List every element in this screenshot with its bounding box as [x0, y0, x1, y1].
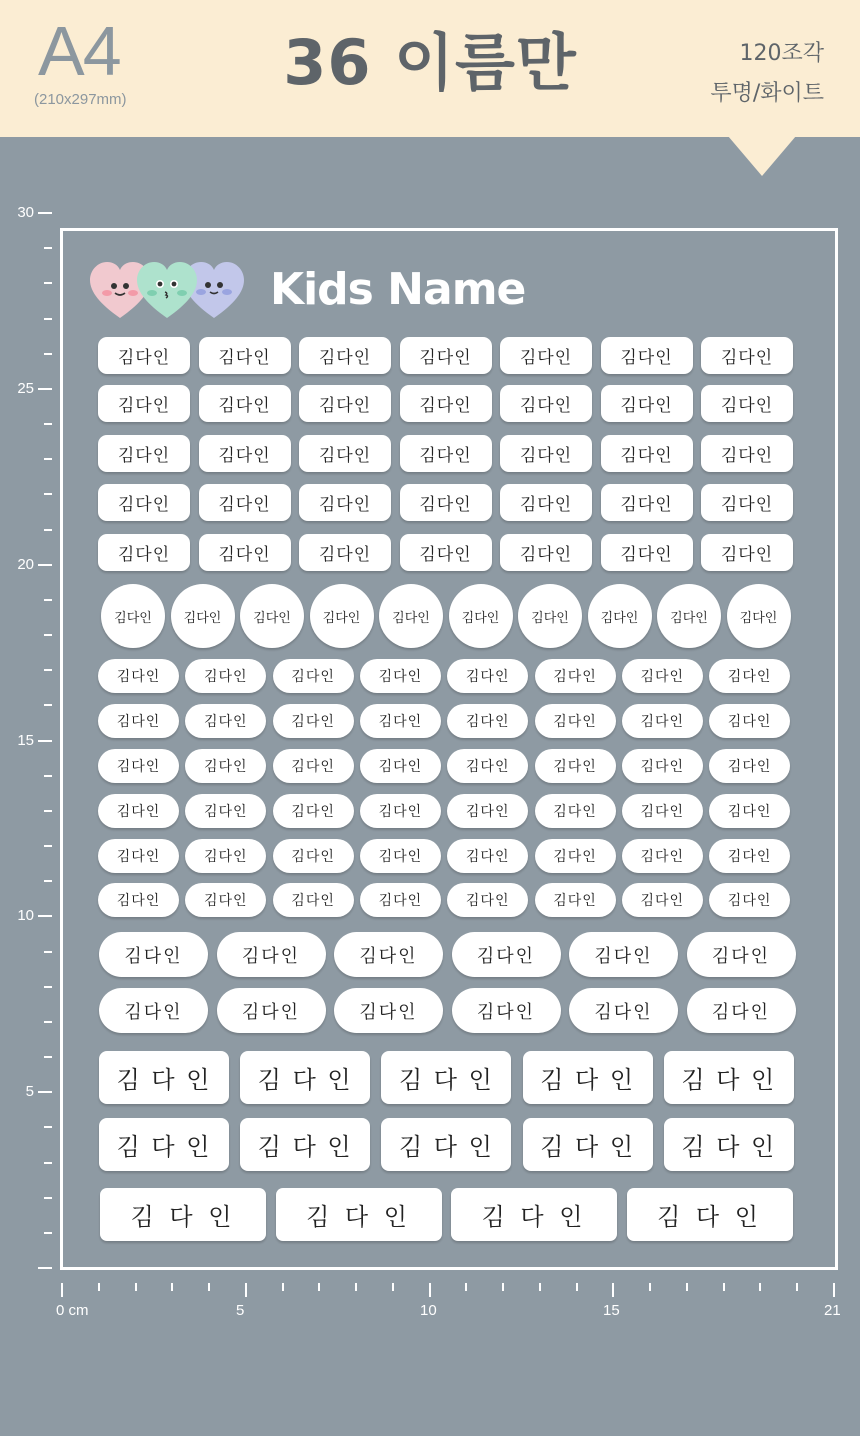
ruler-label-y: 5: [25, 1083, 34, 1100]
name-sticker-pill: 김다인: [360, 659, 441, 693]
name-sticker-small: 김다인: [98, 534, 190, 571]
name-sticker-pill: 김다인: [622, 883, 703, 917]
ruler-label-x: 0 cm: [56, 1302, 89, 1319]
ruler-tick: [723, 1283, 725, 1291]
ruler-tick: [429, 1283, 431, 1297]
name-sticker-round: 김다인: [310, 584, 374, 648]
heart-faces-logo: [90, 262, 250, 322]
name-sticker-oval: 김다인: [687, 932, 796, 977]
name-sticker-round: 김다인: [727, 584, 791, 648]
name-sticker-pill: 김다인: [622, 704, 703, 738]
name-sticker-pill: 김다인: [185, 659, 266, 693]
ruler-tick: [135, 1283, 137, 1291]
paper-size: A4: [38, 12, 120, 90]
ruler-tick: [44, 810, 52, 812]
name-sticker-large: 김 다 인: [99, 1051, 229, 1104]
ruler-tick: [44, 951, 52, 953]
name-sticker-round: 김다인: [101, 584, 165, 648]
ruler-tick: [44, 1126, 52, 1128]
ruler-tick: [44, 458, 52, 460]
name-sticker-round: 김다인: [379, 584, 443, 648]
name-sticker-small: 김다인: [701, 337, 793, 374]
name-sticker-pill: 김다인: [98, 839, 179, 873]
name-sticker-pill: 김다인: [535, 659, 616, 693]
name-sticker-pill: 김다인: [535, 839, 616, 873]
name-sticker-pill: 김다인: [709, 749, 790, 783]
ruler-tick: [44, 634, 52, 636]
name-sticker-small: 김다인: [98, 385, 190, 422]
name-sticker-small: 김다인: [400, 534, 492, 571]
name-sticker-small: 김다인: [199, 435, 291, 472]
name-sticker-large: 김 다 인: [99, 1118, 229, 1171]
ruler-tick: [318, 1283, 320, 1291]
name-sticker-pill: 김다인: [360, 704, 441, 738]
name-sticker-small: 김다인: [500, 484, 592, 521]
ruler-tick: [355, 1283, 357, 1291]
name-sticker-pill: 김다인: [98, 794, 179, 828]
ruler-tick: [44, 599, 52, 601]
ruler-tick: [245, 1283, 247, 1297]
name-sticker-pill: 김다인: [447, 794, 528, 828]
ruler-tick: [44, 1056, 52, 1058]
name-sticker-pill: 김다인: [360, 883, 441, 917]
name-sticker-pill: 김다인: [360, 749, 441, 783]
name-sticker-pill: 김다인: [360, 794, 441, 828]
ruler-tick: [44, 775, 52, 777]
name-sticker-large: 김 다 인: [240, 1118, 370, 1171]
product-title: 36 이름만: [283, 26, 577, 99]
name-sticker-small: 김다인: [701, 385, 793, 422]
name-sticker-small: 김다인: [400, 385, 492, 422]
piece-count: 120조각: [739, 41, 824, 66]
name-sticker-pill: 김다인: [98, 883, 179, 917]
name-sticker-large: 김 다 인: [664, 1051, 794, 1104]
ruler-tick: [282, 1283, 284, 1291]
name-sticker-wide: 김 다 인: [276, 1188, 442, 1241]
ruler-tick: [38, 915, 52, 917]
name-sticker-pill: 김다인: [273, 749, 354, 783]
name-sticker-pill: 김다인: [185, 883, 266, 917]
name-sticker-pill: 김다인: [185, 839, 266, 873]
name-sticker-pill: 김다인: [98, 749, 179, 783]
name-sticker-small: 김다인: [299, 534, 391, 571]
name-sticker-oval: 김다인: [452, 932, 561, 977]
ruler-tick: [649, 1283, 651, 1291]
name-sticker-round: 김다인: [449, 584, 513, 648]
name-sticker-oval: 김다인: [569, 988, 678, 1033]
ruler-tick: [612, 1283, 614, 1297]
ruler-tick: [44, 529, 52, 531]
name-sticker-round: 김다인: [657, 584, 721, 648]
name-sticker-pill: 김다인: [709, 794, 790, 828]
name-sticker-pill: 김다인: [98, 659, 179, 693]
ruler-tick: [44, 247, 52, 249]
name-sticker-small: 김다인: [701, 484, 793, 521]
ruler-tick: [44, 1197, 52, 1199]
name-sticker-pill: 김다인: [447, 659, 528, 693]
name-sticker-large: 김 다 인: [381, 1051, 511, 1104]
name-sticker-pill: 김다인: [98, 704, 179, 738]
name-sticker-small: 김다인: [299, 484, 391, 521]
ruler-tick: [38, 212, 52, 214]
name-sticker-small: 김다인: [299, 435, 391, 472]
name-sticker-small: 김다인: [400, 435, 492, 472]
name-sticker-small: 김다인: [701, 534, 793, 571]
name-sticker-pill: 김다인: [622, 749, 703, 783]
ruler-label-y: 25: [17, 380, 34, 397]
name-sticker-pill: 김다인: [273, 839, 354, 873]
name-sticker-pill: 김다인: [447, 704, 528, 738]
name-sticker-wide: 김 다 인: [451, 1188, 617, 1241]
name-sticker-round: 김다인: [588, 584, 652, 648]
name-sticker-pill: 김다인: [709, 659, 790, 693]
name-sticker-small: 김다인: [601, 435, 693, 472]
name-sticker-oval: 김다인: [217, 932, 326, 977]
name-sticker-pill: 김다인: [447, 883, 528, 917]
ruler-label-x: 15: [603, 1302, 620, 1319]
ruler-tick: [44, 423, 52, 425]
name-sticker-pill: 김다인: [709, 839, 790, 873]
name-sticker-pill: 김다인: [709, 883, 790, 917]
name-sticker-pill: 김다인: [360, 839, 441, 873]
paper-dimensions: (210x297mm): [34, 91, 127, 108]
ruler-tick: [539, 1283, 541, 1291]
name-sticker-wide: 김 다 인: [100, 1188, 266, 1241]
ruler-label-x: 5: [236, 1302, 245, 1319]
ruler-tick: [44, 880, 52, 882]
name-sticker-pill: 김다인: [185, 794, 266, 828]
name-sticker-oval: 김다인: [334, 988, 443, 1033]
name-sticker-pill: 김다인: [709, 704, 790, 738]
name-sticker-small: 김다인: [98, 435, 190, 472]
name-sticker-small: 김다인: [500, 337, 592, 374]
name-sticker-small: 김다인: [199, 385, 291, 422]
ruler-label-y: 15: [17, 732, 34, 749]
ruler-tick: [38, 564, 52, 566]
ruler-label-y: 10: [17, 907, 34, 924]
name-sticker-small: 김다인: [601, 484, 693, 521]
name-sticker-pill: 김다인: [622, 839, 703, 873]
name-sticker-small: 김다인: [199, 337, 291, 374]
name-sticker-pill: 김다인: [622, 794, 703, 828]
name-sticker-round: 김다인: [240, 584, 304, 648]
ruler-tick: [833, 1283, 835, 1297]
ruler-label-y: 30: [17, 204, 34, 221]
name-sticker-small: 김다인: [601, 534, 693, 571]
ruler-label-x: 21: [824, 1302, 841, 1319]
name-sticker-pill: 김다인: [447, 839, 528, 873]
ruler-tick: [392, 1283, 394, 1291]
name-sticker-small: 김다인: [701, 435, 793, 472]
name-sticker-pill: 김다인: [273, 883, 354, 917]
header-banner: [0, 0, 860, 137]
ruler-tick: [796, 1283, 798, 1291]
name-sticker-wide: 김 다 인: [627, 1188, 793, 1241]
name-sticker-pill: 김다인: [535, 794, 616, 828]
ruler-tick: [44, 845, 52, 847]
name-sticker-pill: 김다인: [273, 704, 354, 738]
name-sticker-pill: 김다인: [535, 704, 616, 738]
name-sticker-small: 김다인: [98, 484, 190, 521]
name-sticker-pill: 김다인: [185, 704, 266, 738]
name-sticker-oval: 김다인: [99, 932, 208, 977]
name-sticker-pill: 김다인: [273, 659, 354, 693]
name-sticker-large: 김 다 인: [664, 1118, 794, 1171]
ruler-tick: [38, 1091, 52, 1093]
name-sticker-small: 김다인: [500, 534, 592, 571]
name-sticker-round: 김다인: [171, 584, 235, 648]
name-sticker-large: 김 다 인: [381, 1118, 511, 1171]
name-sticker-pill: 김다인: [273, 794, 354, 828]
mint-heart-face-icon: [137, 262, 197, 318]
material-label: 투명/화이트: [710, 81, 824, 106]
name-sticker-small: 김다인: [299, 385, 391, 422]
ruler-tick: [61, 1283, 63, 1297]
name-sticker-small: 김다인: [500, 385, 592, 422]
ruler-tick: [44, 353, 52, 355]
name-sticker-oval: 김다인: [452, 988, 561, 1033]
name-sticker-oval: 김다인: [687, 988, 796, 1033]
ruler-tick: [38, 388, 52, 390]
name-sticker-pill: 김다인: [535, 749, 616, 783]
ruler-tick: [171, 1283, 173, 1291]
name-sticker-oval: 김다인: [334, 932, 443, 977]
ruler-tick: [44, 704, 52, 706]
header-pointer: [728, 136, 796, 176]
ruler-tick: [759, 1283, 761, 1291]
kids-name-logo: Kids Name: [270, 264, 526, 315]
ruler-tick: [465, 1283, 467, 1291]
name-sticker-pill: 김다인: [185, 749, 266, 783]
ruler-tick: [44, 1021, 52, 1023]
name-sticker-small: 김다인: [500, 435, 592, 472]
ruler-tick: [576, 1283, 578, 1291]
name-sticker-large: 김 다 인: [240, 1051, 370, 1104]
name-sticker-small: 김다인: [199, 484, 291, 521]
name-sticker-oval: 김다인: [569, 932, 678, 977]
ruler-tick: [38, 1267, 52, 1269]
ruler-label-x: 10: [420, 1302, 437, 1319]
ruler-tick: [44, 986, 52, 988]
ruler-tick: [44, 493, 52, 495]
ruler-tick: [98, 1283, 100, 1291]
name-sticker-small: 김다인: [601, 337, 693, 374]
name-sticker-large: 김 다 인: [523, 1118, 653, 1171]
name-sticker-pill: 김다인: [447, 749, 528, 783]
name-sticker-pill: 김다인: [535, 883, 616, 917]
name-sticker-small: 김다인: [400, 484, 492, 521]
ruler-tick: [44, 669, 52, 671]
ruler-tick: [44, 318, 52, 320]
ruler-tick: [502, 1283, 504, 1291]
ruler-tick: [686, 1283, 688, 1291]
name-sticker-oval: 김다인: [217, 988, 326, 1033]
name-sticker-round: 김다인: [518, 584, 582, 648]
ruler-tick: [44, 282, 52, 284]
ruler-tick: [38, 740, 52, 742]
ruler-label-y: 20: [17, 556, 34, 573]
name-sticker-large: 김 다 인: [523, 1051, 653, 1104]
name-sticker-small: 김다인: [98, 337, 190, 374]
name-sticker-oval: 김다인: [99, 988, 208, 1033]
ruler-tick: [208, 1283, 210, 1291]
name-sticker-small: 김다인: [299, 337, 391, 374]
name-sticker-pill: 김다인: [622, 659, 703, 693]
ruler-tick: [44, 1162, 52, 1164]
ruler-tick: [44, 1232, 52, 1234]
name-sticker-small: 김다인: [400, 337, 492, 374]
name-sticker-small: 김다인: [199, 534, 291, 571]
name-sticker-small: 김다인: [601, 385, 693, 422]
